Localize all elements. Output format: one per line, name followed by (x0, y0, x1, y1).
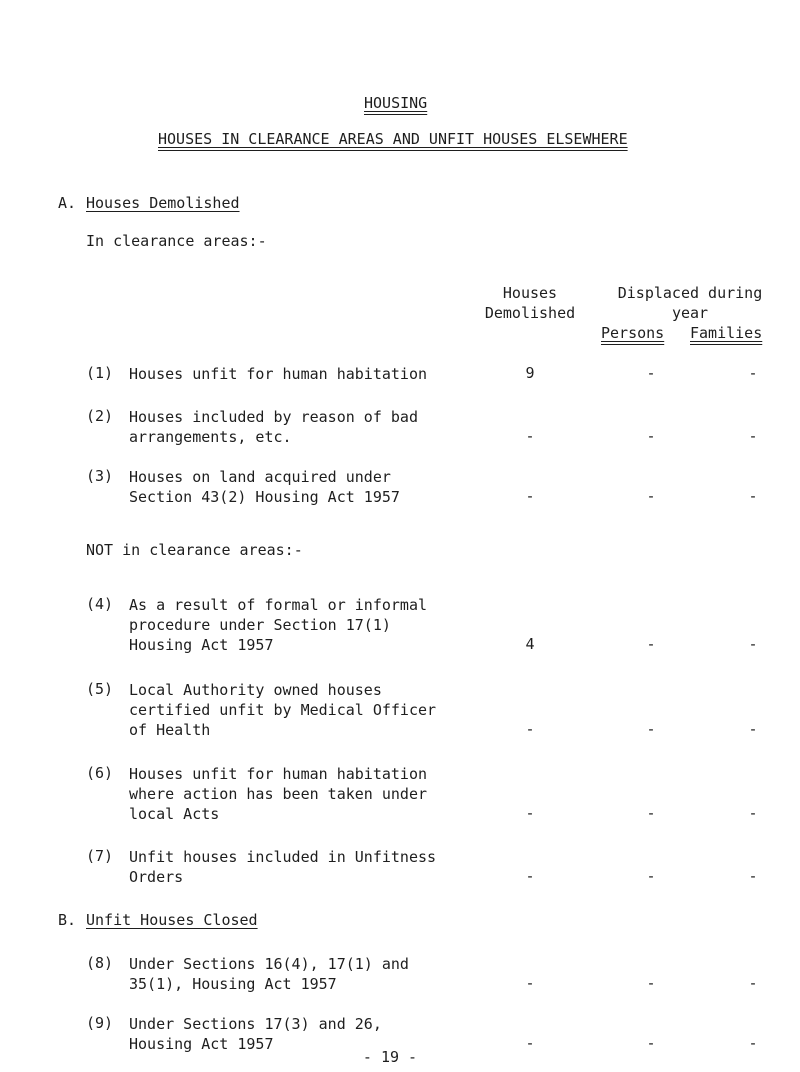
row-number: (1) (86, 364, 114, 382)
families-value: - (748, 487, 758, 505)
families-value: - (748, 427, 758, 445)
families-value: - (748, 1034, 758, 1052)
row-number: (8) (86, 954, 114, 972)
row-number: (9) (86, 1014, 114, 1032)
houses-demolished-value: - (525, 487, 535, 505)
houses-demolished-value: 9 (525, 364, 535, 382)
families-value: - (748, 720, 758, 738)
houses-demolished-value: - (525, 1034, 535, 1052)
persons-value: - (646, 427, 656, 445)
row-number: (2) (86, 407, 114, 425)
row-label-line: Houses unfit for human habitation (129, 765, 428, 783)
persons-value: - (646, 364, 656, 382)
col-persons: Persons (601, 324, 665, 342)
row-label-line: Under Sections 16(4), 17(1) and (129, 955, 409, 973)
row-label-line: As a result of formal or informal (129, 596, 428, 614)
families-value: - (748, 804, 758, 822)
houses-demolished-value: - (525, 427, 535, 445)
col-families: Families (690, 324, 763, 342)
row-label-line: where action has been taken under (129, 785, 428, 803)
row-label-line: Local Authority owned houses (129, 681, 382, 699)
col-displaced-line2: year (671, 304, 709, 322)
persons-value: - (646, 974, 656, 992)
row-number: (6) (86, 764, 114, 782)
row-number: (7) (86, 847, 114, 865)
row-number: (5) (86, 680, 114, 698)
houses-demolished-value: - (525, 867, 535, 885)
houses-demolished-value: - (525, 804, 535, 822)
col-displaced-line1: Displaced during (617, 284, 763, 302)
col-houses-line2: Demolished (484, 304, 576, 322)
row-label-line: 35(1), Housing Act 1957 (129, 975, 337, 993)
persons-value: - (646, 1034, 656, 1052)
col-houses-line1: Houses (502, 284, 558, 302)
section-b-marker: B. (58, 911, 77, 929)
row-number: (3) (86, 467, 114, 485)
houses-demolished-value: 4 (525, 635, 535, 653)
families-value: - (748, 867, 758, 885)
page-number: - 19 - (362, 1048, 418, 1066)
section-a-marker: A. (58, 194, 77, 212)
persons-value: - (646, 487, 656, 505)
houses-demolished-value: - (525, 974, 535, 992)
row-label-line: Unfit houses included in Unfitness (129, 848, 437, 866)
row-label-line: certified unfit by Medical Officer (129, 701, 437, 719)
row-label-line: Houses on land acquired under (129, 468, 391, 486)
page-title: HOUSING (364, 94, 428, 112)
row-label-line: procedure under Section 17(1) (129, 616, 391, 634)
in-clearance-label: In clearance areas:- (86, 232, 267, 250)
row-label-line: of Health (129, 721, 211, 739)
families-value: - (748, 364, 758, 382)
page-subtitle: HOUSES IN CLEARANCE AREAS AND UNFIT HOUSES ELSEWHERE (158, 130, 628, 148)
row-label-line: Housing Act 1957 (129, 636, 274, 654)
row-label-line: Housing Act 1957 (129, 1035, 274, 1053)
not-in-clearance-label: NOT in clearance areas:- (86, 541, 303, 559)
row-label-line: Under Sections 17(3) and 26, (129, 1015, 382, 1033)
row-label-line: Houses included by reason of bad (129, 408, 418, 426)
row-label-line: Orders (129, 868, 184, 886)
families-value: - (748, 974, 758, 992)
persons-value: - (646, 635, 656, 653)
row-label-line: arrangements, etc. (129, 428, 292, 446)
row-label-line: local Acts (129, 805, 220, 823)
section-a-heading: Houses Demolished (86, 194, 240, 212)
row-number: (4) (86, 595, 114, 613)
row-label-line: Houses unfit for human habitation (129, 365, 428, 383)
persons-value: - (646, 720, 656, 738)
section-b-heading: Unfit Houses Closed (86, 911, 258, 929)
persons-value: - (646, 867, 656, 885)
families-value: - (748, 635, 758, 653)
houses-demolished-value: - (525, 720, 535, 738)
row-label-line: Section 43(2) Housing Act 1957 (129, 488, 400, 506)
persons-value: - (646, 804, 656, 822)
